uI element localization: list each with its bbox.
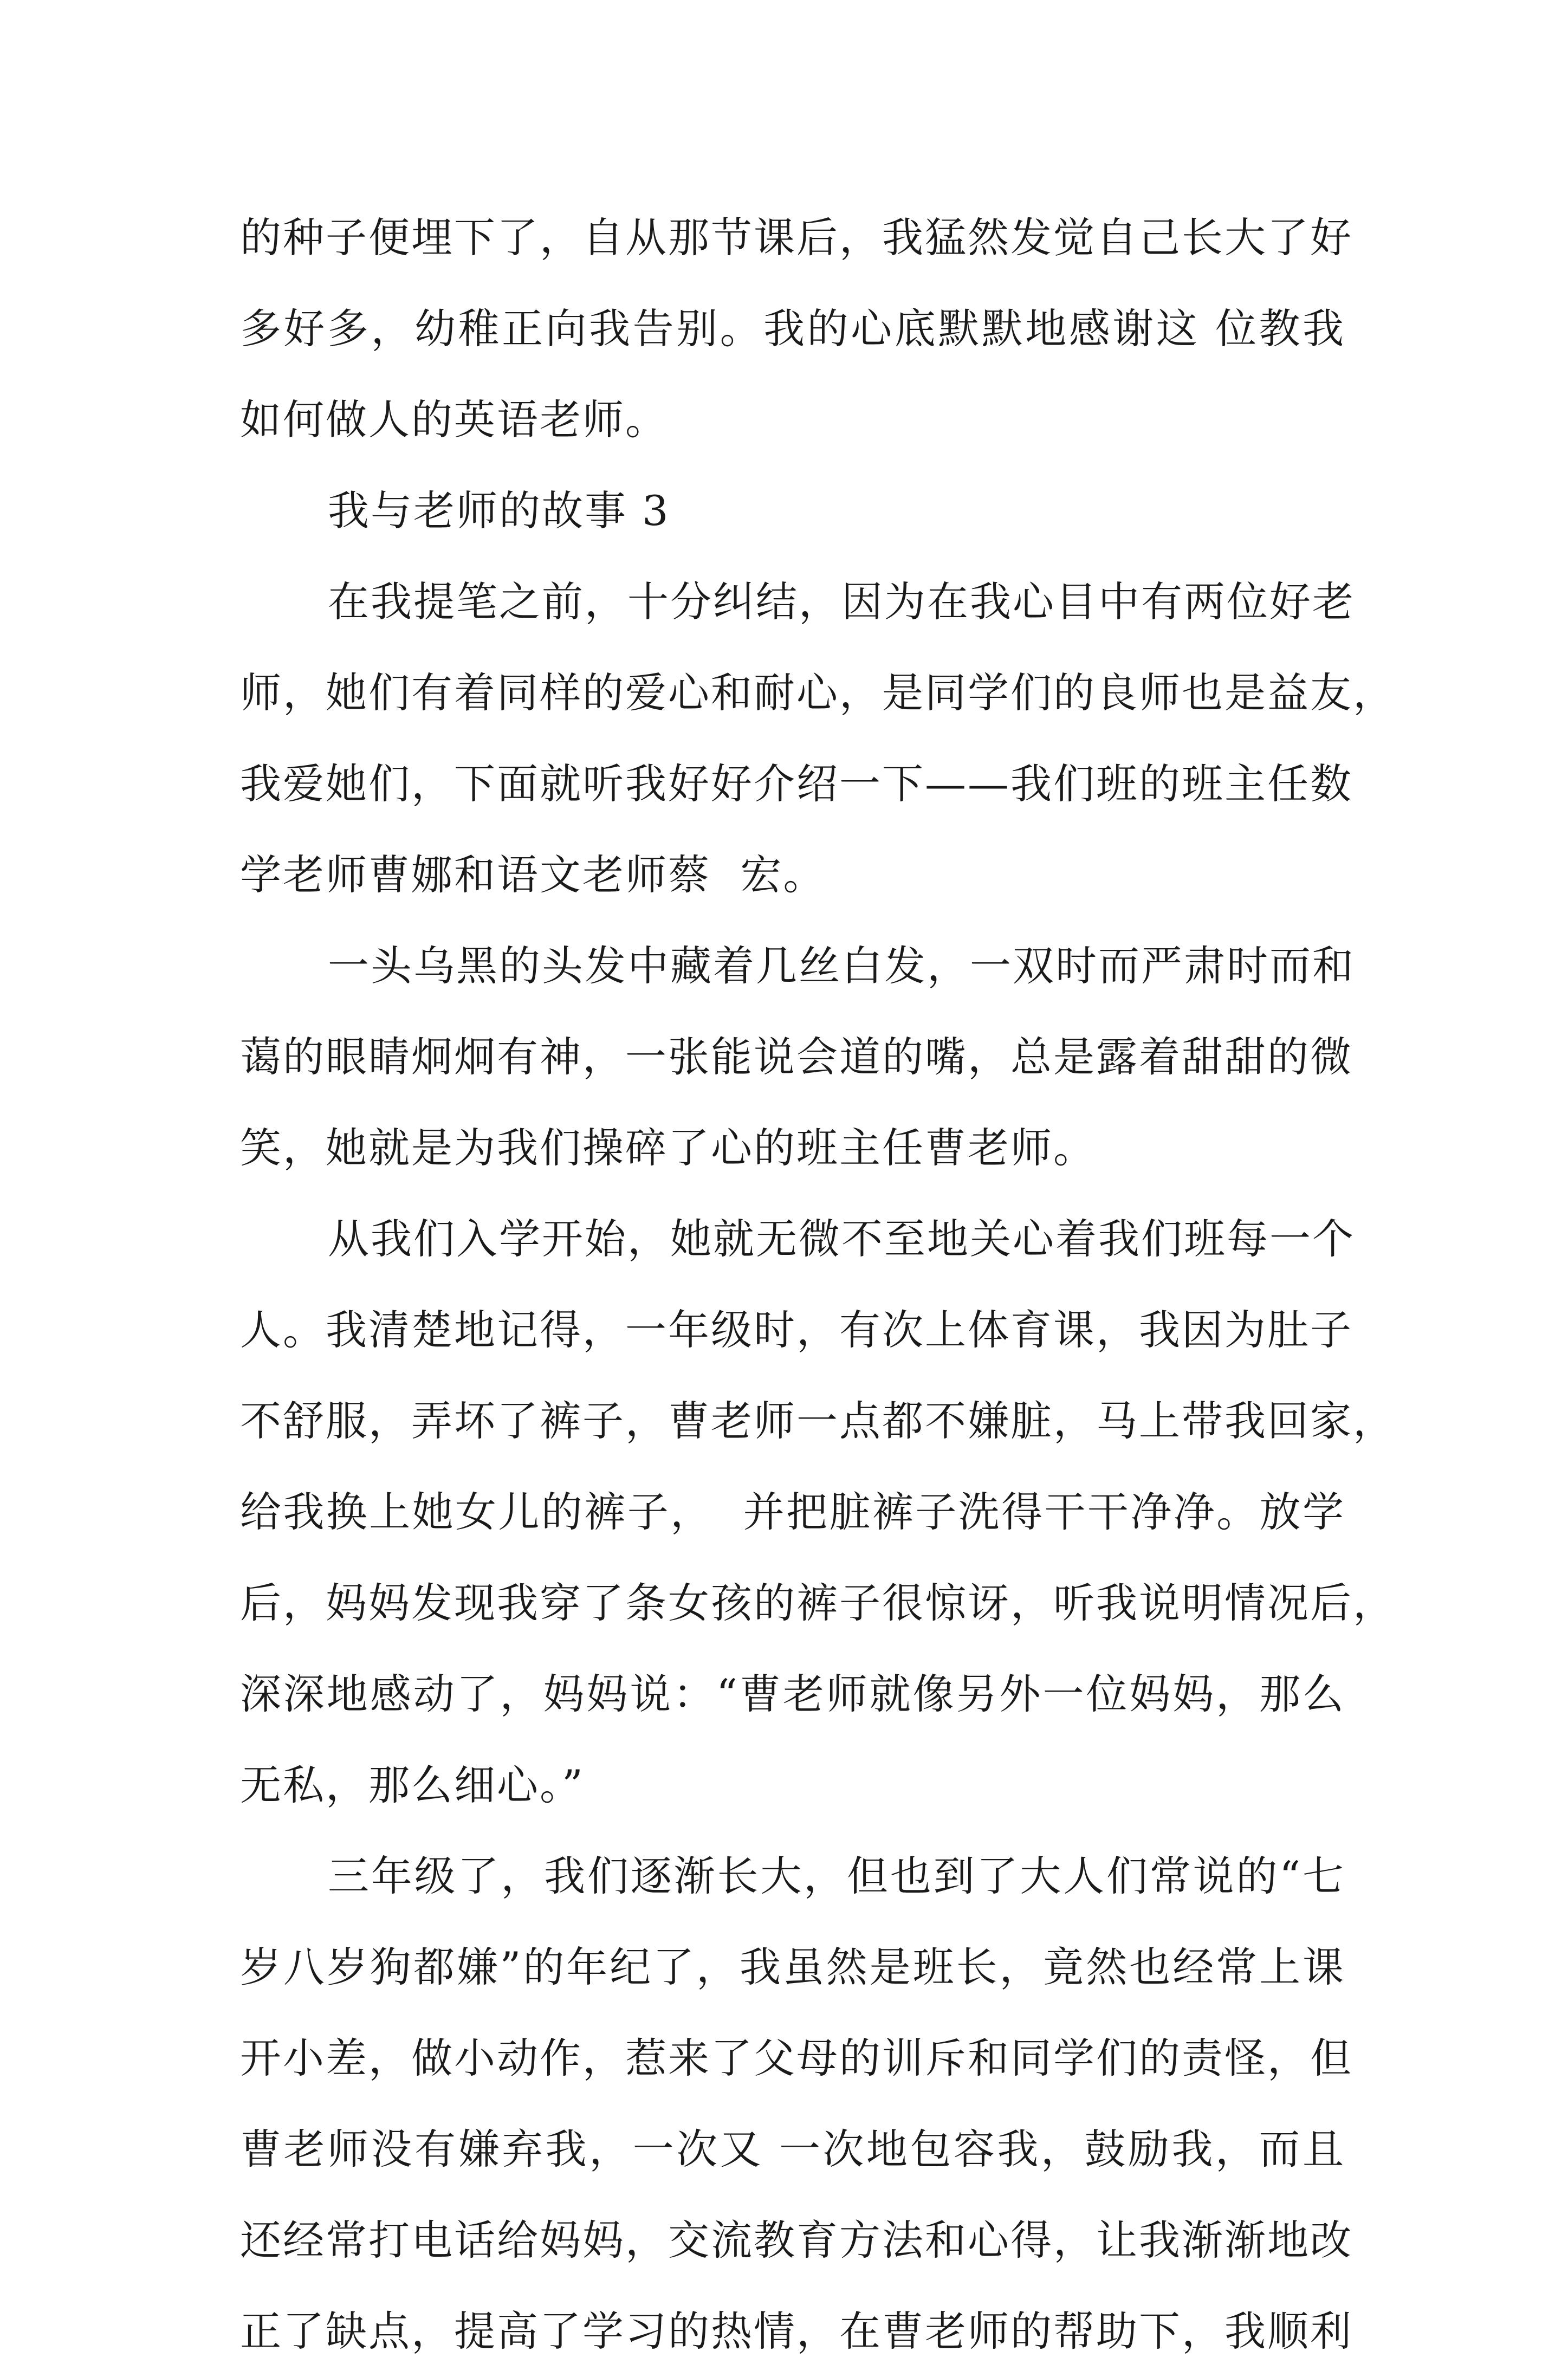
- text-line: 深深地感动了，妈妈说：“曹老师就像另外一位妈妈，那么: [240, 1670, 1345, 1718]
- text-line: 师，她们有着同样的爱心和耐心，是同学们的良师也是益友，: [240, 669, 1396, 717]
- text-line: 如何做人的英语老师。: [240, 396, 668, 444]
- text-line: 在我提笔之前，十分纠结，因为在我心目中有两位好老: [328, 578, 1355, 626]
- text-line: 笑，她就是为我们操碎了心的班主任曹老师。: [240, 1124, 1096, 1172]
- text-line: 正了缺点，提高了学习的热情，在曹老师的帮助下，我顺利: [240, 2307, 1353, 2355]
- text-line: 学老师曹娜和语文老师蔡 宏。: [240, 851, 826, 899]
- text-line: 三年级了，我们逐渐长大，但也到了大人们常说的“七: [328, 1852, 1345, 1900]
- text-line: 一头乌黑的头发中藏着几丝白发，一双时而严肃时而和: [328, 942, 1355, 990]
- text-line: 从我们入学开始，她就无微不至地关心着我们班每一个: [328, 1215, 1355, 1263]
- text-line: 后，妈妈发现我穿了条女孩的裤子很惊讶，听我说明情况后，: [240, 1579, 1396, 1627]
- text-line: 我爱她们，下面就听我好好介绍一下——我们班的班主任数: [240, 760, 1353, 808]
- text-line: 蔼的眼睛炯炯有神，一张能说会道的嘴，总是露着甜甜的微: [240, 1033, 1353, 1081]
- text-line: 给我换上她女儿的裤子， 并把脏裤子洗得干干净净。放学: [240, 1488, 1345, 1536]
- text-line: 多好多，幼稚正向我告别。我的心底默默地感谢这 位教我: [240, 305, 1345, 353]
- text-line: 还经常打电话给妈妈，交流教育方法和心得，让我渐渐地改: [240, 2216, 1353, 2264]
- text-line: 开小差，做小动作，惹来了父母的训斥和同学们的责怪，但: [240, 2034, 1353, 2082]
- text-line: 无私，那么细心。”: [240, 1761, 585, 1809]
- section-heading: 我与老师的故事 3: [328, 487, 670, 535]
- text-line: 不舒服，弄坏了裤子，曹老师一点都不嫌脏，马上带我回家，: [240, 1397, 1396, 1445]
- document-body: [240, 192, 1396, 2377]
- text-line: 人。我清楚地记得，一年级时，有次上体育课，我因为肚子: [240, 1306, 1353, 1354]
- text-line: 岁八岁狗都嫌”的年纪了，我虽然是班长，竟然也经常上课: [240, 1943, 1345, 1991]
- text-line: 曹老师没有嫌弃我，一次又 一次地包容我，鼓励我，而且: [240, 2125, 1345, 2173]
- text-line: 的种子便埋下了，自从那节课后，我猛然发觉自己长大了好: [240, 213, 1353, 262]
